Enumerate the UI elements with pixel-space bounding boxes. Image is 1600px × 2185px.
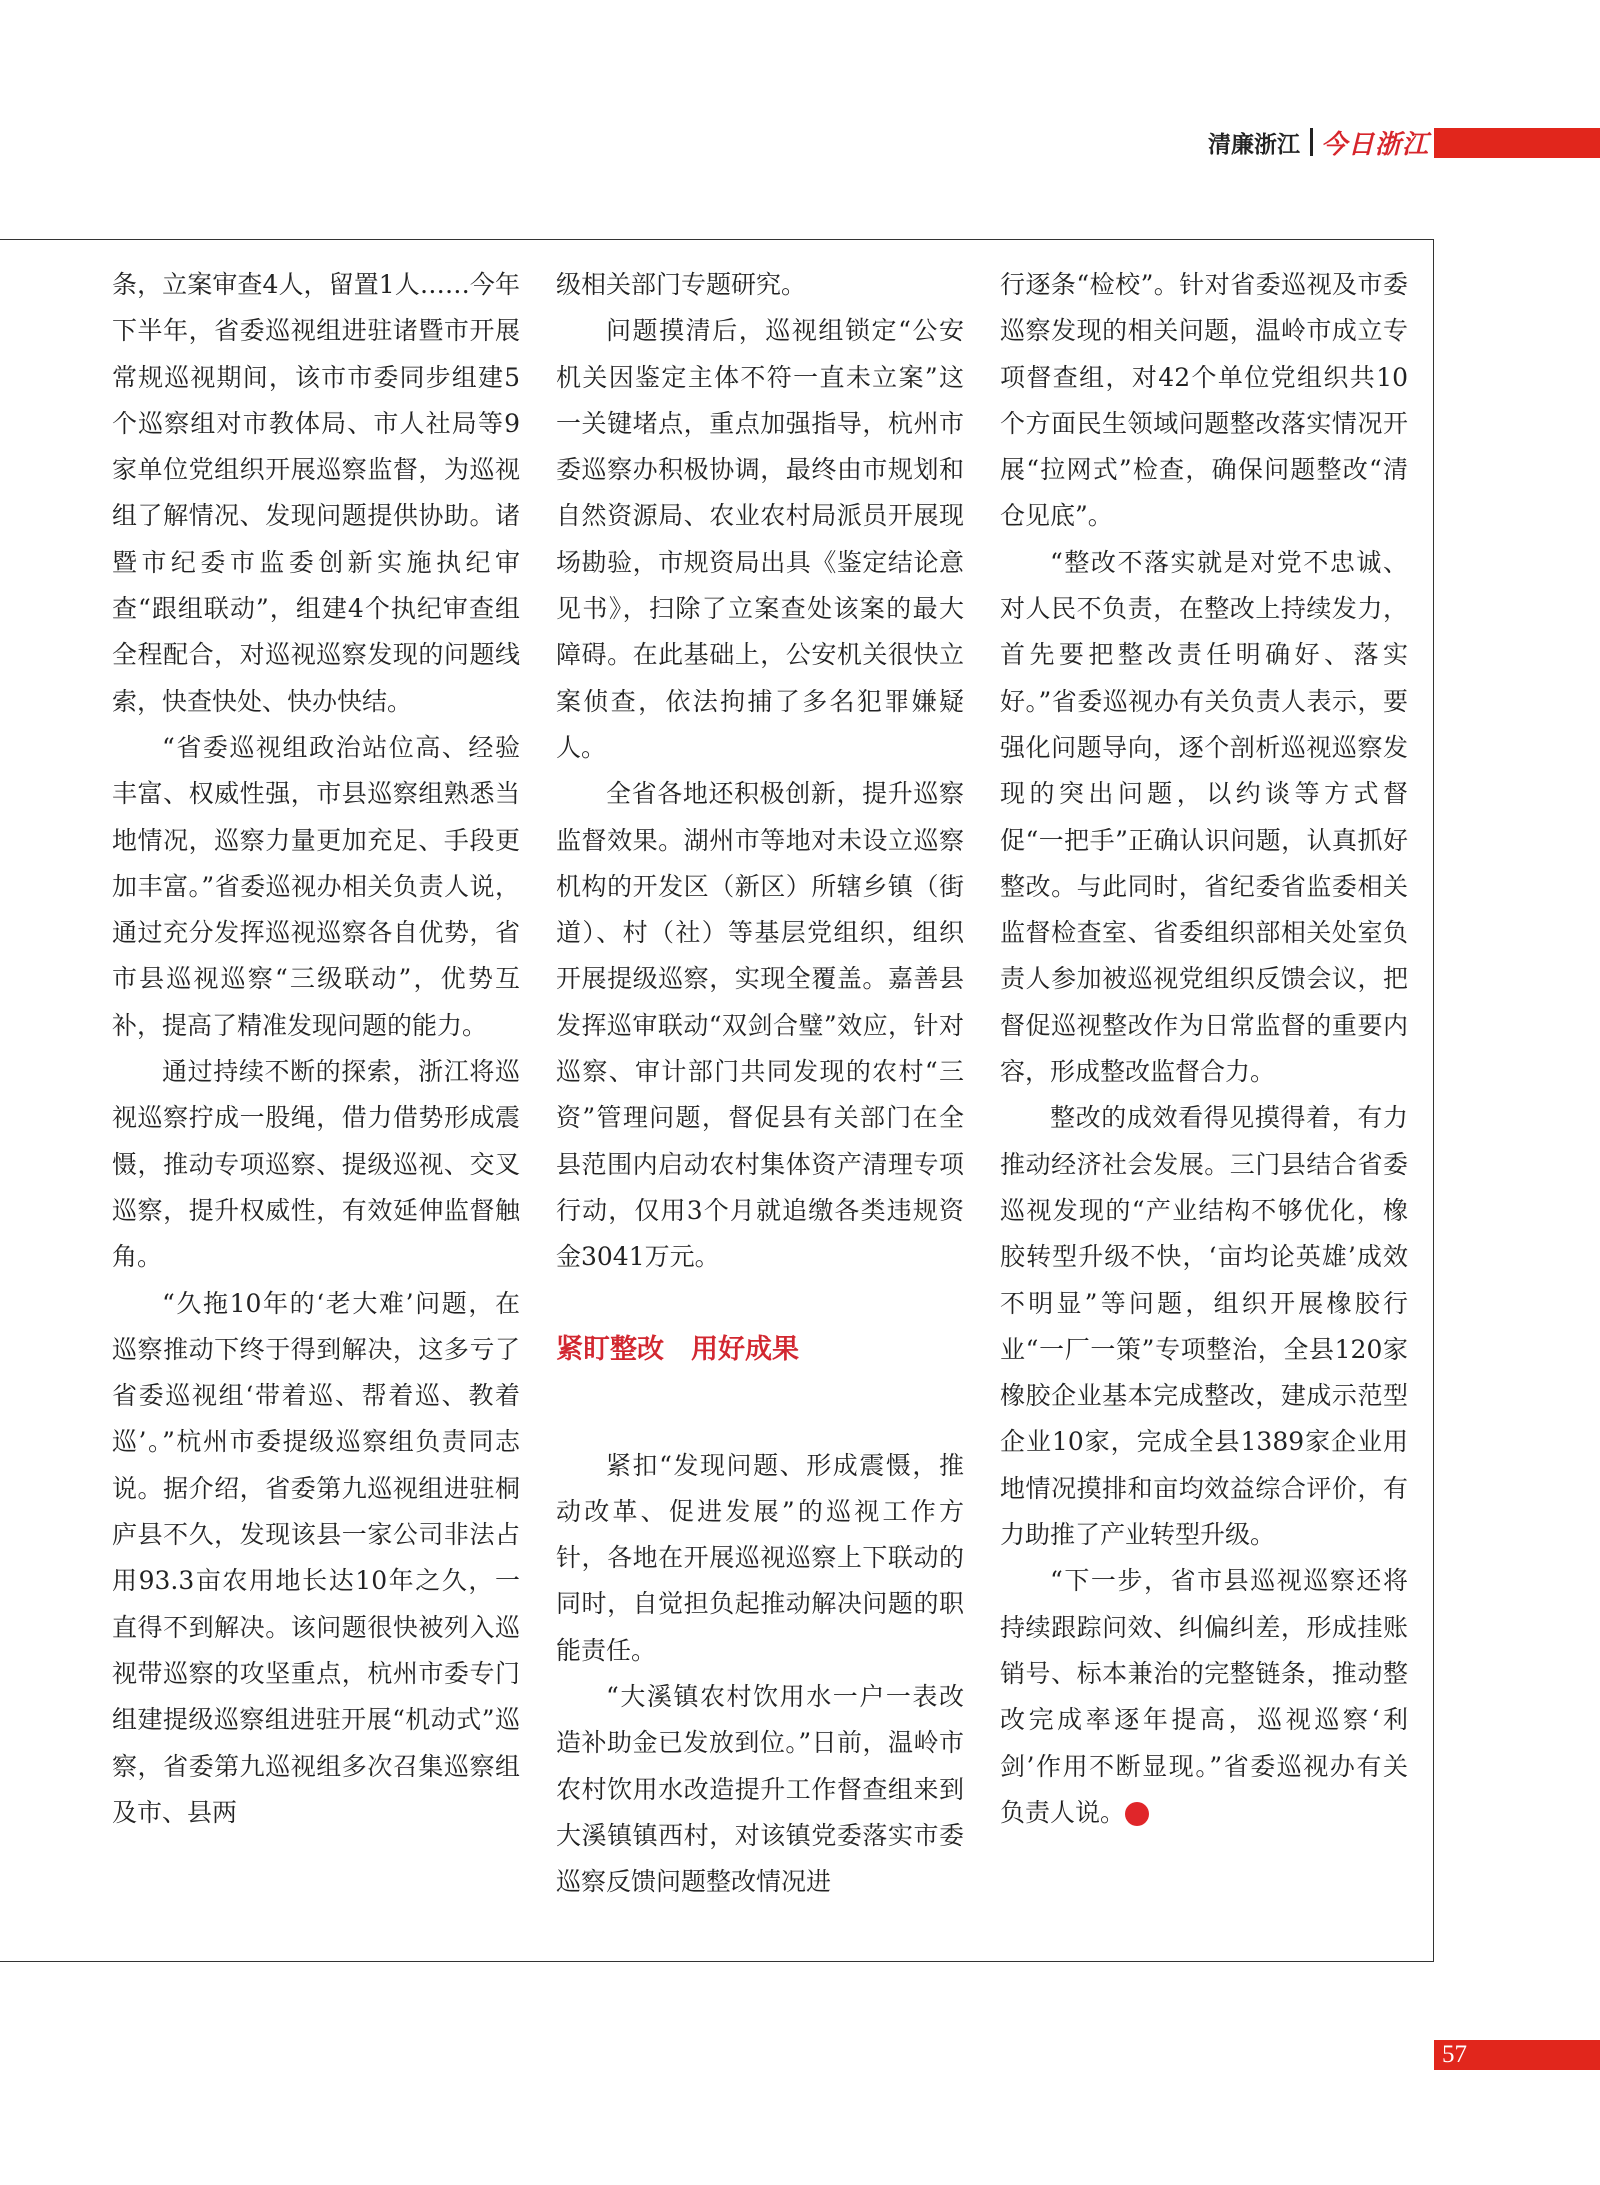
paragraph: 整改的成效看得见摸得着，有力推动经济社会发展。三门县结合省委巡视发现的“产业结构不够优化，橡胶转型升级不快，‘亩均论英雄’成效不明显”等问题，组织开展橡胶行业“一厂一策”专项整治，全县120家橡胶企业基本完成整改，建成示范型企业10家，完成全县1389家企业用地情况摸排和亩均效益综合评价，有力助推了产业转型升级。 bbox=[1000, 1103, 1408, 1550]
header-brand bbox=[1208, 126, 1429, 158]
section-name: 清廉浙江 bbox=[1208, 131, 1300, 158]
paragraph: “省委巡视组政治站位高、经验丰富、权威性强，市县巡察组熟悉当地情况，巡察力量更加充足、手段更加丰富。”省委巡视办相关负责人说，通过充分发挥巡视巡察各自优势，省市县巡视巡察“三级联动”，优势互补，提高了精准发现问题的能力。 bbox=[112, 732, 520, 1040]
paragraph: 通过持续不断的探索，浙江将巡视巡察拧成一股绳，借力借势形成震慑，推动专项巡察、提级巡视、交叉巡察，提升权威性，有效延伸监督触角。 bbox=[112, 1057, 520, 1272]
page-number: 57 bbox=[1442, 2041, 1467, 2068]
paragraph: 紧扣“发现问题、形成震慑，推动改革、促进发展”的巡视工作方针，各地在开展巡视巡察上下联动的同时，自觉担负起推动解决问题的职能责任。 bbox=[556, 1450, 964, 1665]
magazine-logo: 今日浙江 bbox=[1321, 129, 1430, 160]
header-red-bar bbox=[1434, 128, 1600, 158]
paragraph: “整改不落实就是对党不忠诚、对人民不负责，在整改上持续发力，首先要把整改责任明确好、落实好。”省委巡视办有关负责人表示，要强化问题导向，逐个剖析巡视巡察发现的突出问题，以约谈等方式督促“一把手”正确认识问题，认真抓好整改。与此同时，省纪委省监委相关监督检查室、省委组织部相关处室负责人参加被巡视党组织反馈会议，把督促巡视整改作为日常监督的重要内容，形成整改监督合力。 bbox=[1000, 547, 1408, 1087]
article-end-icon: 今 bbox=[1125, 1802, 1149, 1826]
paragraph: 全省各地还积极创新，提升巡察监督效果。湖州市等地对未设立巡察机构的开发区（新区）所辖乡镇（街道）、村（社）等基层党组织，组织开展提级巡察，实现全覆盖。嘉善县发挥巡审联动“双剑合璧”效应，针对巡察、审计部门共同发现的农村“三资”管理问题，督促县有关部门在全县范围内启动农村集体资产清理专项行动，仅用3个月就追缴各类违规资金3041万元。 bbox=[556, 779, 964, 1272]
section-heading: 紧盯整改 用好成果 bbox=[556, 1333, 799, 1365]
header-divider bbox=[1310, 128, 1313, 156]
paragraph: “下一步，省市县巡视巡察还将持续跟踪问效、纠偏纠差，形成挂账销号、标本兼治的完整链条，推动整改完成率逐年提高，巡视巡察‘利剑’作用不断显现。”省委巡视办有关负责人说。 今 bbox=[1000, 1566, 1408, 1827]
paragraph: “久拖10年的‘老大难’问题，在巡察推动下终于得到解决，这多亏了省委巡视组‘带着巡、帮着巡、教着巡’。”杭州市委提级巡察组负责同志说。据介绍，省委第九巡视组进驻桐庐县不久，发现该县一家公司非法占用93.3亩农用地长达10年之久，一直得不到解决。该问题很快被列入巡视带巡察的攻坚重点，杭州市委专门组建提级巡察组进驻开展“机动式”巡察，省委第九巡视组多次召集巡察组及市、县两 bbox=[112, 1288, 520, 1827]
article-column-1 bbox=[112, 262, 520, 1836]
article-column-2 bbox=[556, 262, 964, 1906]
article-column-3 bbox=[1000, 262, 1408, 1836]
paragraph: 级相关部门专题研究。 bbox=[556, 270, 807, 299]
paragraph: 行逐条“检校”。针对省委巡视及市委巡察发现的相关问题，温岭市成立专项督查组，对42个单位党组织共10个方面民生领域问题整改落实情况开展“拉网式”检查，确保问题整改“清仓见底”。 bbox=[1000, 270, 1408, 531]
paragraph: 问题摸清后，巡视组锁定“公安机关因鉴定主体不符一直未立案”这一关键堵点，重点加强指导，杭州市委巡察办积极协调，最终由市规划和自然资源局、农业农村局派员开展现场勘验，市规资局出具《鉴定结论意见书》，扫除了立案查处该案的最大障碍。在此基础上，公安机关很快立案侦查，依法拘捕了多名犯罪嫌疑人。 bbox=[556, 316, 964, 762]
paragraph: “大溪镇农村饮用水一户一表改造补助金已发放到位。”日前，温岭市农村饮用水改造提升工作督查组来到大溪镇镇西村，对该镇党委落实市委巡察反馈问题整改情况进 bbox=[556, 1682, 964, 1897]
paragraph: 条，立案审查4人，留置1人……今年下半年，省委巡视组进驻诸暨市开展常规巡视期间，该市市委同步组建5个巡察组对市教体局、市人社局等9家单位党组织开展巡察监督，为巡视组了解情况、发现问题提供协助。诸暨市纪委市监委创新实施执纪审查“跟组联动”，组建4个执纪审查组全程配合，对巡视巡察发现的问题线索，快查快处、快办快结。 bbox=[112, 270, 520, 716]
